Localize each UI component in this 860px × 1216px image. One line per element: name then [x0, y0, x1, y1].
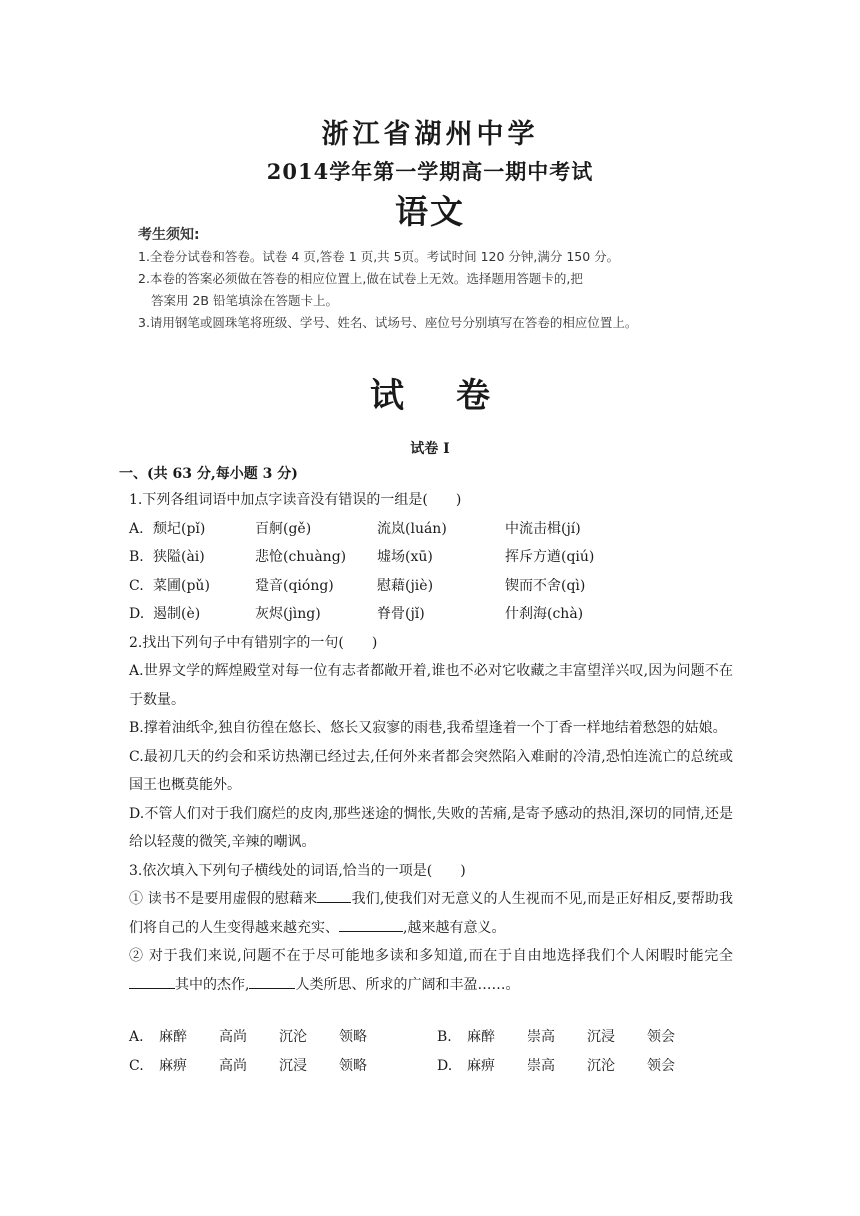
answer-word: 领会	[647, 1029, 675, 1045]
option-item: 流岚(luán)	[377, 520, 447, 537]
exam-title: 2014学年第一学期高一期中考试	[266, 159, 594, 184]
answer-word: 崇高	[527, 1029, 555, 1045]
question-2-option-d: D.不管人们对于我们腐烂的皮肉,那些迷途的惆怅,失败的苦痛,是寄予感动的热泪,深切的同情,还是给以轻蔑的微笑,辛辣的嘲讽。	[129, 805, 733, 850]
sentence-text: 其中的杰作,	[175, 976, 250, 993]
question-1-option-b	[129, 543, 733, 572]
question-area	[119, 462, 733, 1080]
sentence-text: ① 读书不是要用虚假的慰藉来	[129, 891, 318, 907]
paper-subtitle: 试卷 I	[410, 441, 450, 457]
question-2-stem: 2.找出下列句子中有错别字的一句( )	[129, 634, 378, 651]
sentence-text: 我们,使我们对无意义的人生视而不见,而是正好相反,要帮助我们将自己的人生变得越来越充实、	[129, 891, 733, 936]
answer-label: D.	[437, 1057, 453, 1074]
notice-item: 1.全卷分试卷和答卷。试卷 4 页,答卷 1 页,共 5页。考试时间 120 分钟,满分 150 分。	[138, 249, 620, 264]
notice-item: 答案用 2B 铅笔填涂在答题卡上。	[151, 293, 338, 308]
answer-word: 麻痹	[467, 1057, 495, 1074]
notice-item: 3.请用钢笔或圆珠笔将班级、学号、姓名、试场号、座位号分别填写在答卷的相应位置上。	[138, 315, 638, 330]
option-item: 灰烬(jìng)	[255, 606, 321, 622]
answer-label: B.	[437, 1029, 452, 1045]
answer-word: 高尚	[219, 1057, 247, 1074]
answer-word: 领略	[339, 1057, 367, 1074]
sentence-text: ② 对于我们来说,问题不在于尽可能地多读和多知道,而在于自由地选择我们个人闲暇时能完全	[129, 948, 733, 964]
sentence-text: ,越来越有意义。	[403, 919, 506, 936]
option-item: 脊骨(jǐ)	[377, 606, 425, 622]
option-label: D.	[129, 606, 145, 622]
question-3-stem: 3.依次填入下列句子横线处的词语,恰当的一项是( )	[129, 862, 466, 879]
paper-title: 试卷	[370, 376, 542, 416]
answer-word: 沉浸	[587, 1029, 615, 1045]
option-label: B.	[129, 549, 144, 565]
question-3-answers-row-1	[129, 1023, 733, 1052]
question-1-stem: 1.下列各组词语中加点字读音没有错误的一组是( )	[129, 492, 462, 508]
option-item: 墟场(xū)	[377, 549, 433, 565]
answer-word: 麻痹	[159, 1057, 187, 1074]
option-item: 挥斥方遒(qiú)	[505, 549, 595, 565]
option-item: 百舸(gě)	[255, 520, 312, 537]
option-item: 悲怆(chuàng)	[255, 549, 347, 565]
notice-title: 考生须知:	[138, 227, 200, 243]
option-item: 中流击楫(jí)	[505, 520, 581, 537]
question-1-option-d	[129, 600, 733, 629]
fill-blank	[317, 888, 351, 903]
option-item: 跫音(qióng)	[255, 577, 334, 594]
answer-word: 高尚	[219, 1029, 247, 1045]
option-item: 慰藉(jiè)	[377, 577, 434, 594]
answer-word: 麻醉	[159, 1029, 187, 1045]
answer-word: 领会	[647, 1057, 675, 1074]
question-1-option-a	[129, 515, 733, 544]
option-label: A.	[129, 520, 144, 537]
fill-blank	[249, 974, 295, 989]
answer-word: 沉沦	[279, 1029, 307, 1045]
answer-word: 麻醉	[467, 1029, 495, 1045]
answer-word: 领略	[339, 1029, 367, 1045]
spacer	[129, 999, 733, 1023]
question-3-sentence-2	[129, 942, 733, 999]
answer-label: C.	[129, 1057, 144, 1074]
question-2-option-a: A.世界文学的辉煌殿堂对每一位有志者都敞开着,谁也不必对它收藏之丰富望洋兴叹,因为问题不在于数量。	[129, 663, 733, 708]
question-1-option-c	[129, 572, 733, 601]
answer-label: A.	[129, 1029, 144, 1045]
answer-word: 沉沦	[587, 1057, 615, 1074]
section-heading: 一、(共 63 分,每小题 3 分)	[119, 466, 298, 482]
fill-blank	[339, 917, 403, 932]
sentence-text: 人类所思、所求的广阔和丰盈……。	[295, 976, 520, 993]
school-name: 浙江省湖州中学	[321, 119, 539, 150]
question-2-option-c: C.最初几天的约会和采访热潮已经过去,任何外来者都会突然陷入难耐的冷清,恐怕连流亡的总统或国王也概莫能外。	[129, 748, 733, 793]
option-item: 狭隘(ài)	[153, 549, 205, 565]
fill-blank	[129, 974, 175, 989]
option-label: C.	[129, 577, 144, 594]
option-item: 遏制(è)	[153, 606, 201, 622]
spacer	[399, 1023, 437, 1052]
exam-notice	[138, 224, 738, 334]
option-item: 锲而不舍(qì)	[505, 577, 586, 594]
option-item: 颓圮(pǐ)	[153, 520, 206, 537]
notice-item: 2.本卷的答案必须做在答卷的相应位置上,做在试卷上无效。选择题用答题卡的,把	[138, 271, 583, 286]
spacer	[399, 1052, 437, 1081]
option-item: 菜圃(pǔ)	[153, 577, 210, 594]
option-item: 什刹海(chà)	[505, 606, 584, 622]
question-3-sentence-1	[129, 885, 733, 942]
subject-title: 语文	[395, 192, 465, 231]
question-3-answers-row-2	[129, 1052, 733, 1081]
answer-word: 沉浸	[279, 1057, 307, 1074]
question-2-option-b: B.撑着油纸伞,独自彷徨在悠长、悠长又寂寥的雨巷,我希望逢着一个丁香一样地结着愁怨的姑娘。	[129, 720, 727, 736]
answer-word: 崇高	[527, 1057, 555, 1074]
